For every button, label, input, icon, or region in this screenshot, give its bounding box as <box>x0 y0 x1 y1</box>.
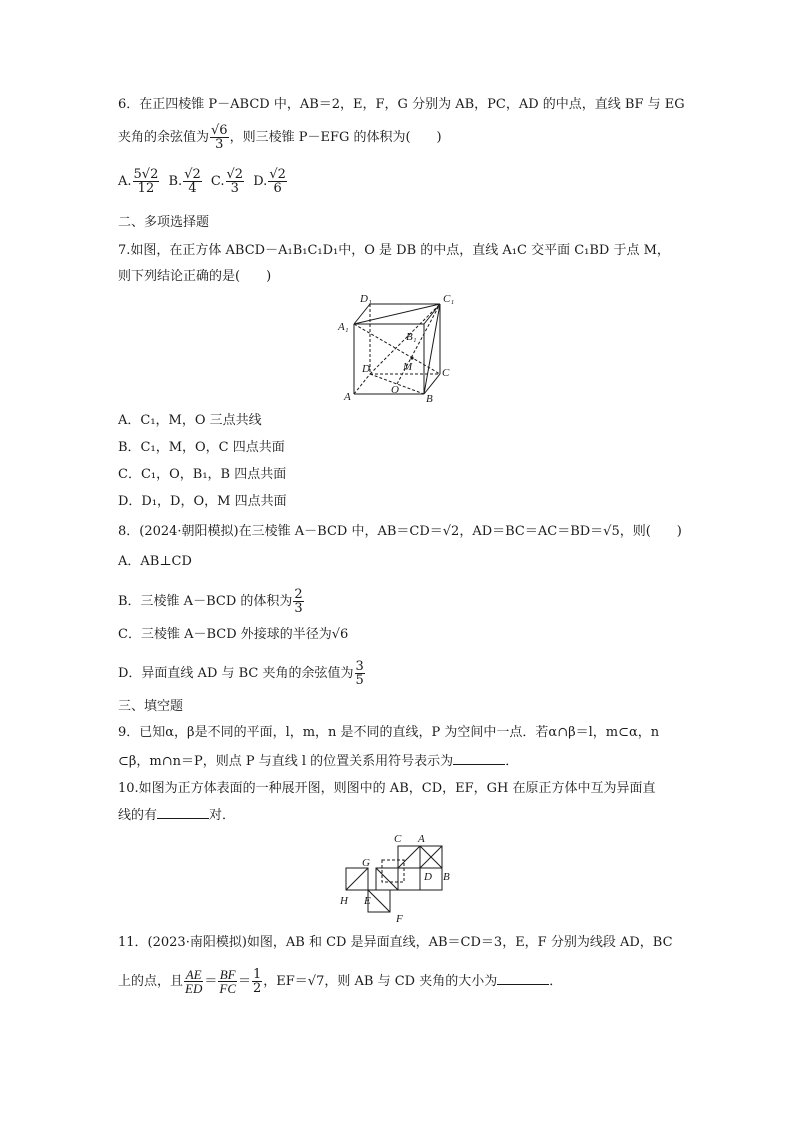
q9-line1: 9．已知α，β是不同的平面，l，m，n 是不同的直线，P 为空间中一点．若α∩β＝l，m⊂α，n <box>118 725 660 740</box>
q10-answer-blank[interactable] <box>157 806 209 819</box>
q6-line2-tail: ，则三棱锥 P－EFG 的体积为( ) <box>229 130 442 145</box>
q6-line1: 6．在正四棱锥 P－ABCD 中，AB＝2，E，F，G 分别为 AB，PC，AD 的中点，直线 BF 与 EG <box>118 97 685 112</box>
label-m: M <box>403 361 413 373</box>
label-f: F <box>396 913 403 924</box>
q11-answer-blank[interactable] <box>497 972 549 985</box>
label-h: H <box>340 895 348 907</box>
q6-line2-text: 夹角的余弦值为 <box>118 130 210 145</box>
q10-line2: 线的有 对． <box>118 808 236 823</box>
q7-cube-figure <box>336 292 466 406</box>
label-o: O <box>391 384 399 396</box>
q7-option-a: A．C₁，M，O 三点共线 <box>118 413 262 428</box>
label-d: D <box>424 871 432 883</box>
q7-option-c: C．C₁，O，B₁，B 四点共面 <box>118 467 287 482</box>
q6-line2 <box>118 124 442 151</box>
label-a: A <box>344 391 351 403</box>
q11-line1: 11．(2023·南阳模拟)如图，AB 和 CD 是异面直线，AB＝CD＝3，E，F 分别为线段 AD，BC <box>118 935 673 950</box>
q6-option-d: D. $\frac{√2}{6}$ <box>253 167 286 196</box>
label-c: C <box>442 367 450 379</box>
label-a: A <box>418 833 425 845</box>
q6-option-c: C. $\frac{√2}{3}$ <box>210 167 244 196</box>
q7-line1: 7.如图，在正方体 ABCD－A₁B₁C₁D₁中，O 是 DB 的中点，直线 A₁C 交平面 C₁BD 于点 M， <box>118 243 670 258</box>
q8-option-c: C．三棱锥 A－BCD 外接球的半径为√6 <box>118 627 349 642</box>
label-d1: D₁ <box>360 293 372 305</box>
q9-line2: ⊂β，m∩n＝P，则点 P 与直线 l 的位置关系用符号表示为 ． <box>118 754 519 769</box>
q8-option-d: D．异面直线 AD 与 BC 夹角的余弦值为 $\frac{3}{5}$ <box>118 659 364 688</box>
q8-option-b: B．三棱锥 A－BCD 的体积为 $\frac{2}{3}$ <box>118 587 303 616</box>
label-b: B <box>426 393 433 405</box>
q6-option-a: A. $\frac{5√2}{12}$ <box>118 167 159 196</box>
q6-options <box>118 168 288 195</box>
q11-line2: 上的点，且 $\frac{AE}{ED}$ ＝ $\frac{BF}{FC}$ ＝ $\frac{1}{2}$ ，EF＝√7，则 AB 与 CD 夹角的大小为 ． <box>118 967 563 996</box>
q10-line1: 10.如图为正方体表面的一种展开图，则图中的 AB，CD，EF，GH 在原正方体中互为异面直 <box>118 781 656 796</box>
label-c: C <box>394 833 402 845</box>
q6-option-b: B. $\frac{√2}{4}$ <box>168 167 201 196</box>
section-multi-choice-heading: 二、多项选择题 <box>118 215 210 230</box>
q7-option-b: B．C₁，M，O，C 四点共面 <box>118 440 285 455</box>
label-b1: B₁ <box>406 331 417 343</box>
q8-option-a: A．AB⊥CD <box>118 554 192 569</box>
q7-line2: 则下列结论正确的是( ) <box>118 269 272 284</box>
section-fill-in-heading: 三、填空题 <box>118 699 184 714</box>
q8-line1: 8．(2024·朝阳模拟)在三棱锥 A－BCD 中，AB＝CD＝√2，AD＝BC＝AC＝BD＝√5，则( ) <box>118 524 682 539</box>
q6-cos-fraction: $\frac{√6}{3}$ <box>211 123 228 152</box>
label-a1: A₁ <box>338 321 349 333</box>
label-c1: C₁ <box>443 293 455 305</box>
q9-answer-blank[interactable] <box>453 752 505 765</box>
q7-option-d: D．D₁，D，O，M 四点共面 <box>118 494 287 509</box>
label-d: D <box>362 363 370 375</box>
label-g: G <box>362 857 370 869</box>
label-b: B <box>443 871 450 883</box>
label-e: E <box>364 895 371 907</box>
q10-cube-net-figure <box>334 830 458 924</box>
